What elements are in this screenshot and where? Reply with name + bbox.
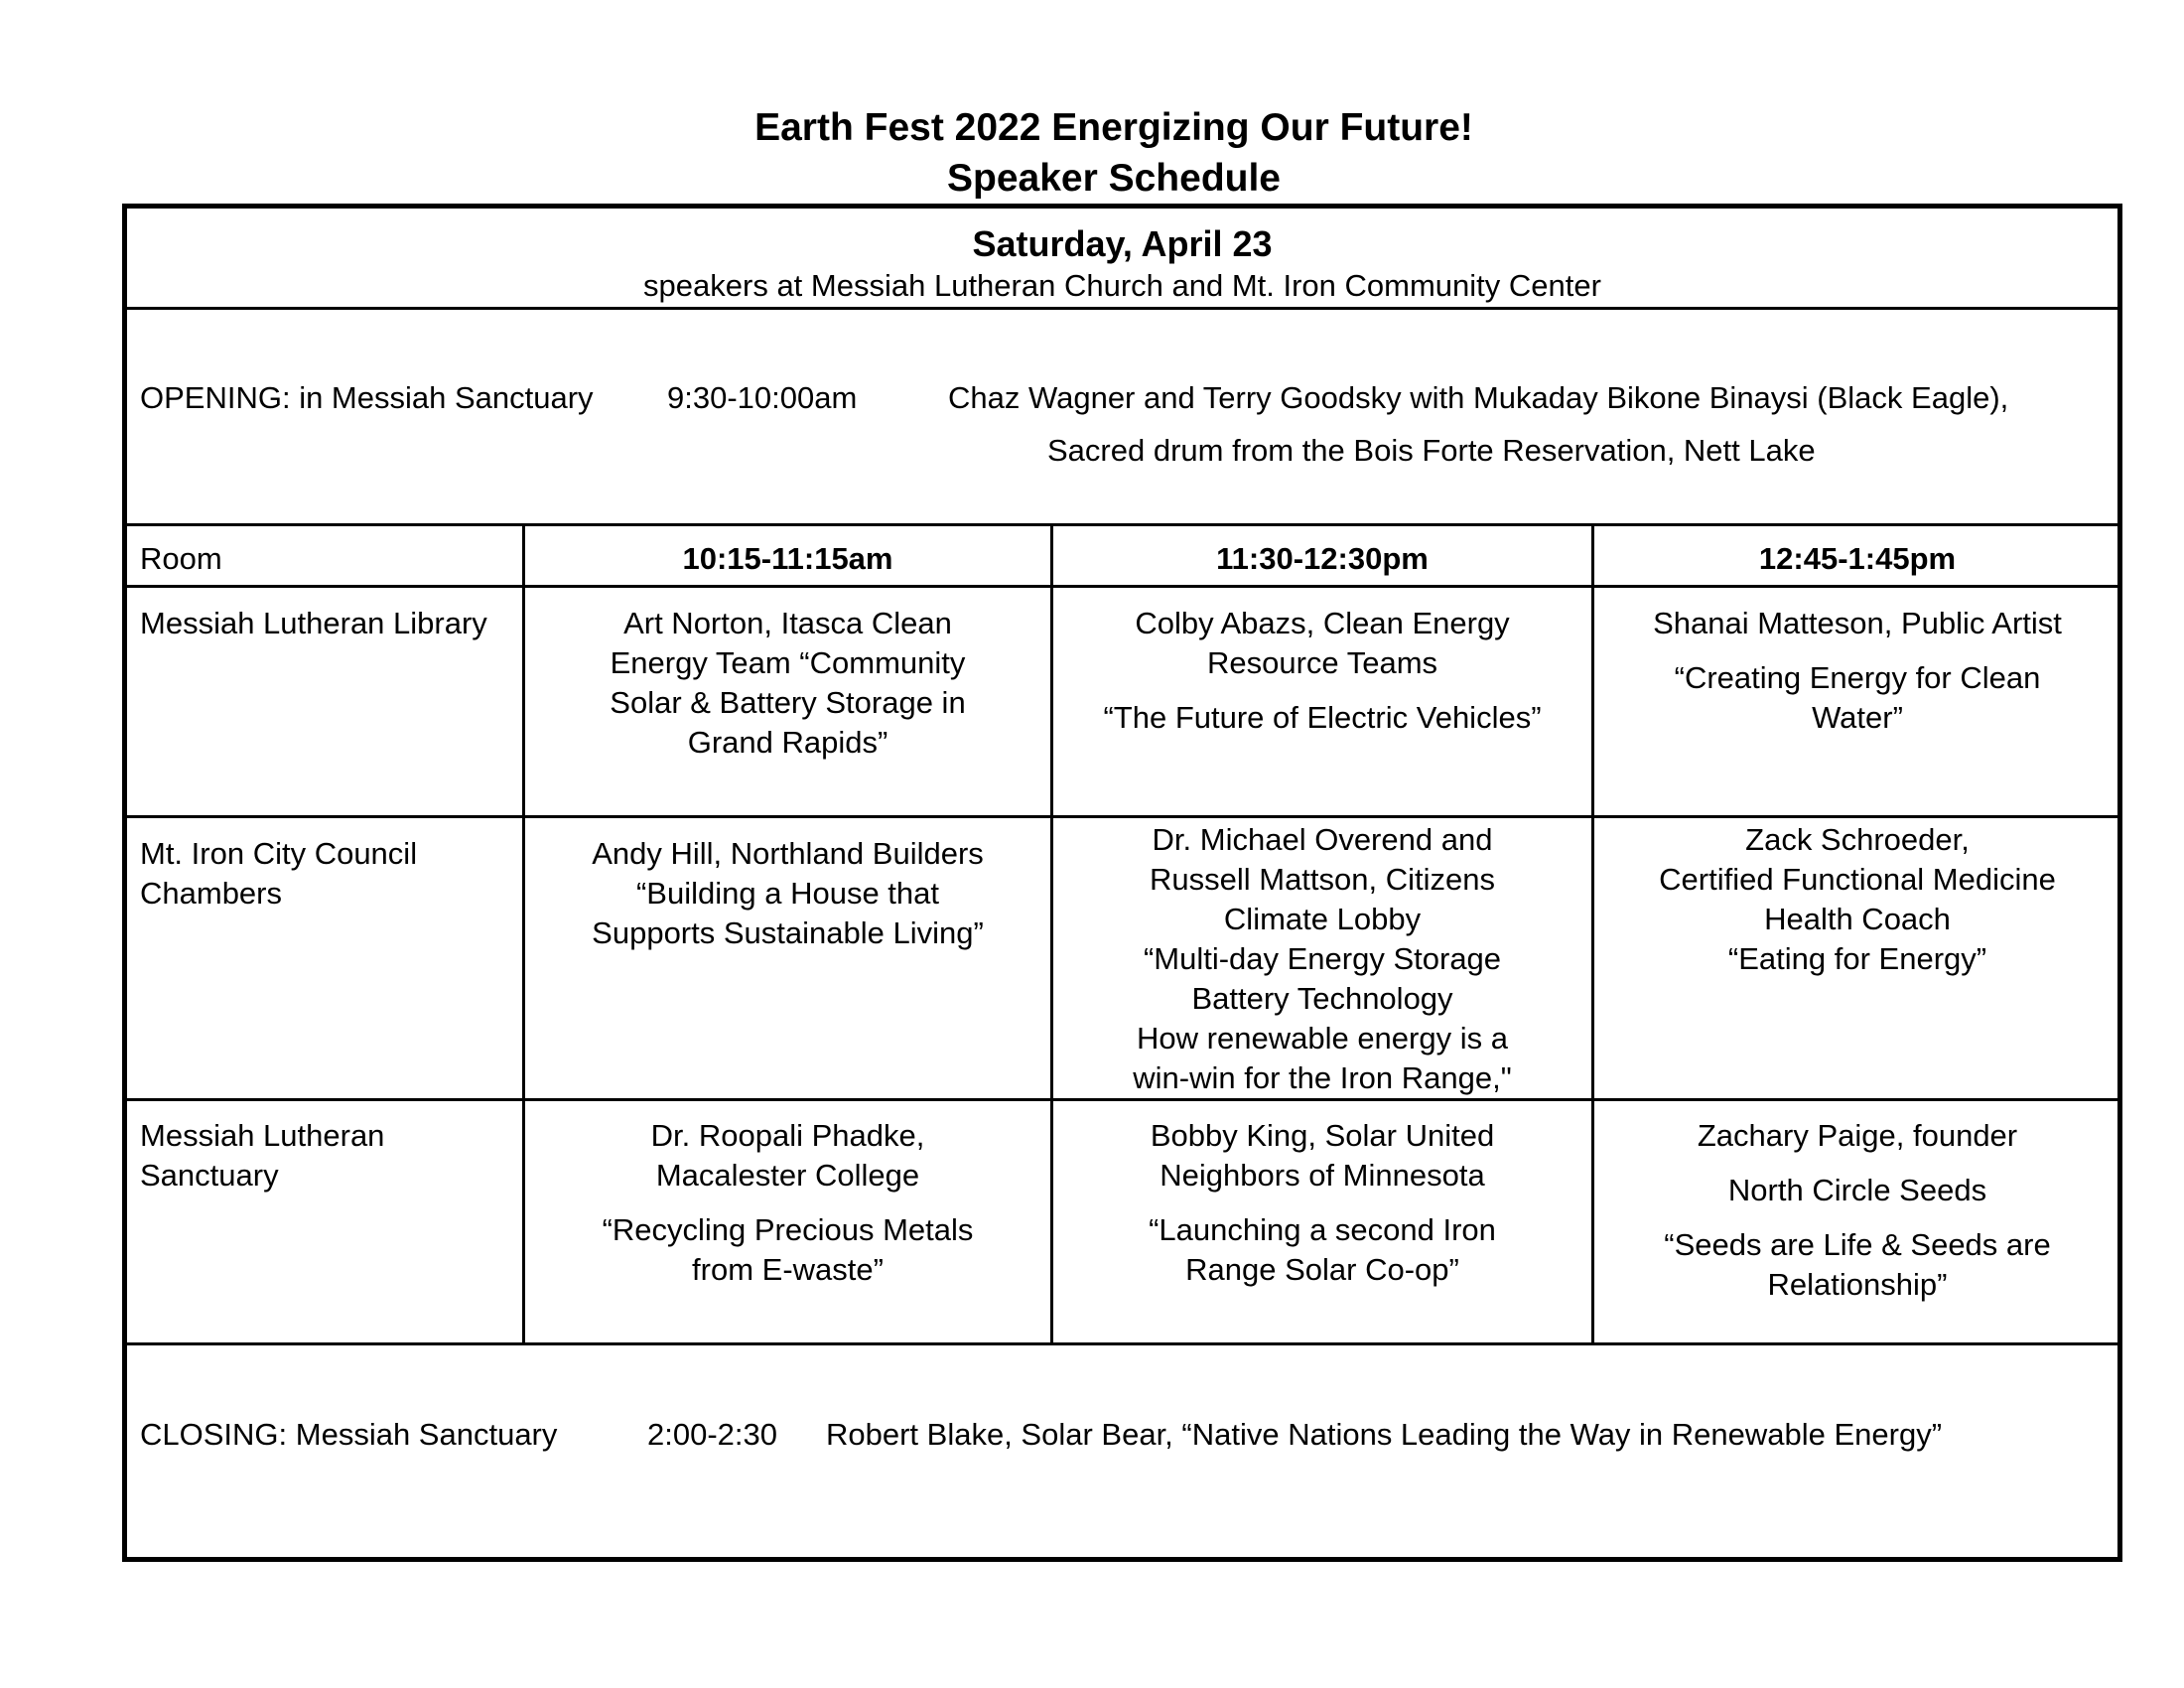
column-header-room: Room bbox=[140, 541, 222, 576]
session-line: Climate Lobby bbox=[1223, 902, 1422, 936]
session-cell bbox=[1053, 820, 1591, 1098]
session-line: Supports Sustainable Living” bbox=[592, 915, 984, 950]
room-name-line: Messiah Lutheran Library bbox=[140, 606, 487, 640]
session-line: “Eating for Energy” bbox=[1727, 941, 1987, 976]
session-cell bbox=[1053, 604, 1591, 738]
divider bbox=[124, 815, 2120, 818]
closing-time: 2:00-2:30 bbox=[647, 1417, 777, 1452]
session-line: Colby Abazs, Clean Energy bbox=[1135, 606, 1510, 640]
session-line: Battery Technology bbox=[1191, 981, 1453, 1016]
session-line: Health Coach bbox=[1764, 902, 1951, 936]
closing-speaker: Robert Blake, Solar Bear, “Native Nations Leading the Way in Renewable Energy” bbox=[826, 1417, 1943, 1452]
document-subtitle: Speaker Schedule bbox=[947, 157, 1281, 200]
column-header-slot-1: 10:15-11:15am bbox=[682, 541, 893, 576]
day-venues: speakers at Messiah Lutheran Church and Mt. Iron Community Center bbox=[643, 268, 1601, 303]
session-cell bbox=[1594, 604, 2120, 738]
closing-label: CLOSING: Messiah Sanctuary bbox=[140, 1417, 558, 1452]
session-line: Dr. Michael Overend and bbox=[1152, 822, 1493, 857]
session-line: Bobby King, Solar United bbox=[1150, 1118, 1495, 1153]
session-line: Neighbors of Minnesota bbox=[1160, 1158, 1485, 1193]
session-line: Range Solar Co-op” bbox=[1185, 1252, 1459, 1287]
opening-label: OPENING: in Messiah Sanctuary bbox=[140, 380, 594, 415]
session-line: “Creating Energy for Clean bbox=[1674, 660, 2041, 695]
session-line: Solar & Battery Storage in bbox=[610, 685, 966, 720]
session-line: Relationship” bbox=[1767, 1267, 1948, 1302]
room-name bbox=[140, 834, 417, 914]
session-line: Macalester College bbox=[655, 1158, 920, 1193]
session-line: “Recycling Precious Metals bbox=[602, 1212, 974, 1247]
room-name-line: Sanctuary bbox=[140, 1158, 279, 1193]
session-cell bbox=[1594, 1116, 2120, 1305]
divider bbox=[124, 1098, 2120, 1101]
session-line: Energy Team “Community bbox=[610, 645, 966, 680]
session-line: “Launching a second Iron bbox=[1149, 1212, 1496, 1247]
session-line: Art Norton, Itasca Clean bbox=[623, 606, 952, 640]
session-cell bbox=[525, 834, 1050, 953]
column-header-slot-3: 12:45-1:45pm bbox=[1758, 541, 1957, 576]
room-name bbox=[140, 604, 487, 643]
session-cell bbox=[525, 604, 1050, 763]
column-header-slot-2: 11:30-12:30pm bbox=[1216, 541, 1429, 576]
session-line: from E-waste” bbox=[692, 1252, 884, 1287]
opening-time: 9:30-10:00am bbox=[667, 380, 858, 415]
session-line: “Multi-day Energy Storage bbox=[1143, 941, 1502, 976]
room-name bbox=[140, 1116, 384, 1196]
session-line: How renewable energy is a bbox=[1137, 1021, 1508, 1055]
session-line: Andy Hill, Northland Builders bbox=[592, 836, 984, 871]
opening-speakers: Chaz Wagner and Terry Goodsky with Mukaday Bikone Binaysi (Black Eagle), bbox=[948, 380, 2009, 415]
session-cell bbox=[525, 1116, 1050, 1290]
session-line: Zachary Paige, founder bbox=[1697, 1118, 2018, 1153]
session-line: “Seeds are Life & Seeds are bbox=[1664, 1227, 2051, 1262]
session-line: “The Future of Electric Vehicles” bbox=[1103, 700, 1542, 735]
session-line: win-win for the Iron Range," bbox=[1133, 1060, 1512, 1095]
divider bbox=[124, 307, 2120, 310]
session-line: Dr. Roopali Phadke, bbox=[650, 1118, 925, 1153]
room-name-line: Messiah Lutheran bbox=[140, 1118, 385, 1153]
day-date: Saturday, April 23 bbox=[972, 223, 1273, 264]
session-line: Certified Functional Medicine bbox=[1659, 862, 2056, 897]
room-name-line: Mt. Iron City Council bbox=[140, 836, 418, 871]
session-cell bbox=[1053, 1116, 1591, 1290]
session-line: North Circle Seeds bbox=[1727, 1173, 1987, 1207]
divider bbox=[124, 585, 2120, 588]
session-line: Grand Rapids” bbox=[687, 725, 888, 760]
session-line: Russell Mattson, Citizens bbox=[1149, 862, 1495, 897]
session-line: Water” bbox=[1812, 700, 1903, 735]
divider bbox=[124, 523, 2120, 526]
session-line: “Building a House that bbox=[635, 876, 940, 911]
room-name-line: Chambers bbox=[140, 876, 282, 911]
session-line: Resource Teams bbox=[1206, 645, 1438, 680]
opening-drum: Sacred drum from the Bois Forte Reservation, Nett Lake bbox=[1047, 433, 1816, 468]
session-line: Zack Schroeder, bbox=[1745, 822, 1970, 857]
document-title: Earth Fest 2022 Energizing Our Future! bbox=[754, 106, 1473, 149]
session-line: Shanai Matteson, Public Artist bbox=[1653, 606, 2062, 640]
divider bbox=[124, 1342, 2120, 1345]
session-cell bbox=[1594, 820, 2120, 979]
